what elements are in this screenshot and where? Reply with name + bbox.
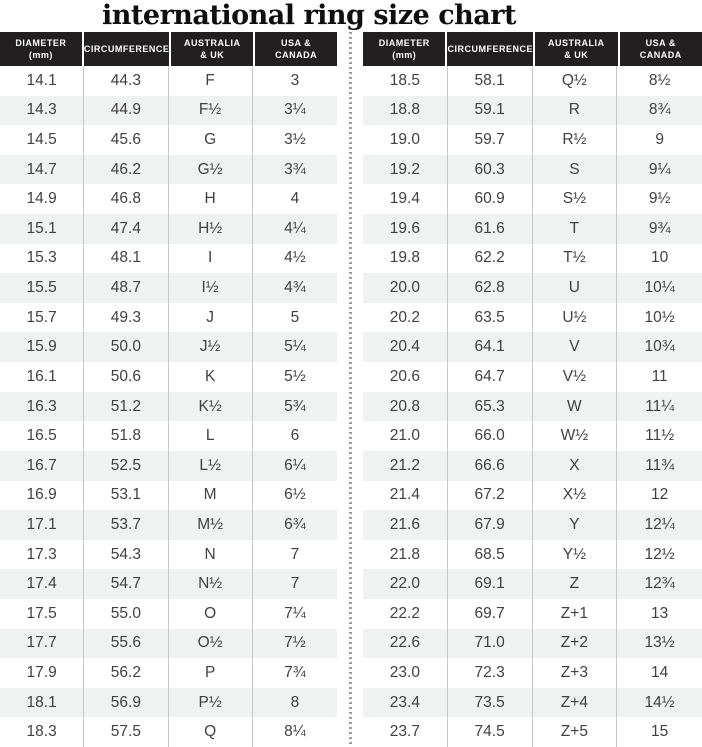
table-cell: 21.4 (363, 481, 448, 511)
table-cell: W (533, 392, 618, 422)
table-cell: Q (169, 717, 253, 747)
table-cell: Z+2 (533, 629, 618, 659)
table-cell: 54.7 (84, 569, 168, 599)
column-header (620, 32, 702, 66)
table-cell: 68.5 (448, 540, 533, 570)
table-cell: 7¼ (284, 604, 306, 622)
table-row (0, 658, 337, 688)
table-row (363, 303, 702, 333)
table-cell: 14½ (644, 693, 675, 711)
table-cell: 8 (290, 693, 300, 711)
table-cell: 8¾ (648, 101, 671, 119)
table-row (363, 214, 702, 244)
table-cell: 20.8 (363, 392, 448, 422)
table-cell: 5¼ (284, 338, 306, 356)
table-cell: J (169, 303, 253, 333)
table-cell: H½ (169, 214, 253, 244)
table-cell: O½ (169, 629, 253, 659)
table-cell: 16.3 (0, 392, 84, 422)
table-cell: 60.9 (448, 184, 533, 214)
table-cell: Z+4 (533, 688, 618, 718)
table-cell: 6¼ (284, 456, 306, 474)
table-cell: Q½ (533, 66, 618, 96)
table-cell: 21.8 (363, 540, 448, 570)
table-row (363, 332, 702, 362)
table-cell: 20.0 (363, 273, 448, 303)
table-cell: 15.3 (0, 244, 84, 274)
table-cell: 55.0 (84, 599, 168, 629)
table-row (0, 510, 337, 540)
table-cell: 15.5 (0, 273, 84, 303)
dotted-divider (349, 32, 352, 747)
column-header-line: CANADA (275, 50, 318, 60)
table-cell: 19.4 (363, 184, 448, 214)
table-cell: 56.2 (84, 658, 168, 688)
table-row (0, 184, 337, 214)
table-cell: M (169, 481, 253, 511)
table-cell: I (169, 244, 253, 274)
table-cell: 14.1 (0, 66, 84, 96)
table-cell: 4¾ (284, 279, 306, 297)
table-cell: X (533, 451, 618, 481)
table-cell: 18.8 (363, 96, 448, 126)
table-row (363, 184, 702, 214)
table-cell: 45.6 (84, 125, 168, 155)
table-row (363, 451, 702, 481)
table-cell: 12¾ (644, 575, 675, 593)
table-row (0, 688, 337, 718)
table-cell: Z+5 (533, 717, 618, 747)
table-cell: 3½ (284, 131, 306, 149)
table-cell: 14.7 (0, 155, 84, 185)
table-cell: 14.3 (0, 96, 84, 126)
table-row (363, 510, 702, 540)
column-header (255, 32, 337, 66)
table-cell: 19.0 (363, 125, 448, 155)
table-cell: 15 (651, 723, 669, 741)
table-cell: Z+3 (533, 658, 618, 688)
table-cell: 48.7 (84, 273, 168, 303)
table-cell: 67.2 (448, 481, 533, 511)
table-row (0, 244, 337, 274)
table-cell: 8¼ (284, 723, 306, 741)
table-cell: P (169, 658, 253, 688)
column-header-line: CIRCUMFERENCE (447, 43, 533, 54)
column-header-line: AUSTRALIA (184, 37, 241, 48)
table-cell: 21.0 (363, 421, 448, 451)
table-cell: 12¼ (644, 515, 675, 533)
table-cell: 46.2 (84, 155, 168, 185)
table-cell: F (169, 66, 253, 96)
table-cell: K (169, 362, 253, 392)
table-cell: 16.9 (0, 481, 84, 511)
table-cell: 10¾ (644, 338, 675, 356)
table-cell: 4 (290, 190, 300, 208)
column-header-line: AUSTRALIA (548, 37, 605, 48)
table-cell: 6¾ (284, 515, 306, 533)
table-row (363, 540, 702, 570)
table-row (363, 481, 702, 511)
table-cell: 18.5 (363, 66, 448, 96)
table-cell: 50.0 (84, 332, 168, 362)
table-cell: 72.3 (448, 658, 533, 688)
table-cell: 63.5 (448, 303, 533, 333)
column-header (447, 32, 533, 66)
table-cell: U½ (533, 303, 618, 333)
table-cell: 20.4 (363, 332, 448, 362)
column-header-line: CANADA (639, 50, 682, 60)
table-cell: 48.1 (84, 244, 168, 274)
table-cell: 16.1 (0, 362, 84, 392)
column-header-line: CIRCUMFERENCE (83, 43, 170, 54)
table-cell: 59.1 (448, 96, 533, 126)
table-cell: 23.0 (363, 658, 448, 688)
table-cell: 3¾ (284, 160, 306, 178)
column-header (171, 32, 253, 66)
table-row (363, 421, 702, 451)
table-cell: 17.3 (0, 540, 84, 570)
table-cell: P½ (169, 688, 253, 718)
table-cell: 44.9 (84, 96, 168, 126)
table-cell: T½ (533, 244, 618, 274)
table-cell: 5¾ (284, 397, 306, 415)
table-row (363, 629, 702, 659)
table-cell: 21.2 (363, 451, 448, 481)
table-cell: 50.6 (84, 362, 168, 392)
table-cell: X½ (533, 481, 618, 511)
table-cell: 10 (651, 249, 669, 267)
table-cell: U (533, 273, 618, 303)
table-row (0, 214, 337, 244)
table-cell: 49.3 (84, 303, 168, 333)
table-cell: 74.5 (448, 717, 533, 747)
table-cell: T (533, 214, 618, 244)
table-cell: 12½ (644, 545, 675, 563)
table-cell: J½ (169, 332, 253, 362)
column-header-line: USA & (281, 37, 312, 48)
table-cell: 3 (290, 71, 300, 89)
table-cell: 11½ (645, 427, 675, 445)
table-row (363, 392, 702, 422)
table-cell: 53.1 (84, 481, 168, 511)
table-cell: 73.5 (448, 688, 533, 718)
table-cell: 62.8 (448, 273, 533, 303)
table-row (0, 155, 337, 185)
table-cell: 7½ (284, 634, 306, 652)
table-cell: 51.8 (84, 421, 168, 451)
table-cell: 5 (290, 308, 300, 326)
table-cell: Z (533, 569, 618, 599)
column-header-line: (mm) (28, 50, 53, 60)
table-cell: Y (533, 510, 618, 540)
table-cell: 7 (290, 545, 300, 563)
table-cell: 53.7 (84, 510, 168, 540)
table-cell: L (169, 421, 253, 451)
table-cell: H (169, 184, 253, 214)
table-cell: 10½ (644, 308, 675, 326)
column-header (363, 32, 445, 66)
table-cell: 5½ (284, 367, 306, 385)
table-cell: 20.2 (363, 303, 448, 333)
table-cell: 13 (651, 604, 669, 622)
table-cell: 52.5 (84, 451, 168, 481)
table-cell: 14.5 (0, 125, 84, 155)
table-cell: 7 (290, 575, 300, 593)
table-cell: 20.6 (363, 362, 448, 392)
table-row (0, 569, 337, 599)
table-row (363, 273, 702, 303)
table-row (0, 540, 337, 570)
table-cell: 11¾ (645, 456, 675, 474)
table-cell: 15.7 (0, 303, 84, 333)
table-cell: 7¾ (284, 663, 306, 681)
table-row (0, 332, 337, 362)
table-row (0, 717, 337, 747)
table-cell: G½ (169, 155, 253, 185)
table-cell: 15.1 (0, 214, 84, 244)
table-cell: 64.7 (448, 362, 533, 392)
table-cell: 21.6 (363, 510, 448, 540)
table-row (363, 244, 702, 274)
table-cell: 14.9 (0, 184, 84, 214)
table-cell: N½ (169, 569, 253, 599)
table-cell: 22.2 (363, 599, 448, 629)
table-cell: 64.1 (448, 332, 533, 362)
table-cell: 11¼ (645, 397, 675, 415)
table-cell: R (533, 96, 618, 126)
table-cell: 9¾ (648, 219, 671, 237)
column-header-line: USA & (645, 37, 676, 48)
table-cell: 23.7 (363, 717, 448, 747)
table-row (0, 125, 337, 155)
table-cell: 18.3 (0, 717, 84, 747)
table-cell: 69.7 (448, 599, 533, 629)
table-row (0, 421, 337, 451)
table-cell: 17.5 (0, 599, 84, 629)
table-row (0, 362, 337, 392)
table-cell: Z+1 (533, 599, 618, 629)
table-cell: 66.6 (448, 451, 533, 481)
table-cell: 12 (651, 486, 669, 504)
table-cell: 46.8 (84, 184, 168, 214)
table-cell: K½ (169, 392, 253, 422)
table-row (0, 392, 337, 422)
ring-size-table-right (363, 32, 702, 747)
table-row (0, 599, 337, 629)
table-cell: 22.0 (363, 569, 448, 599)
table-row (363, 688, 702, 718)
column-header-line: & UK (564, 50, 589, 60)
table-row (0, 66, 337, 96)
table-cell: 62.2 (448, 244, 533, 274)
table-cell: 71.0 (448, 629, 533, 659)
table-cell: 18.1 (0, 688, 84, 718)
table-cell: V½ (533, 362, 618, 392)
table-row (0, 303, 337, 333)
table-cell: 3¼ (284, 101, 306, 119)
table-cell: 16.5 (0, 421, 84, 451)
table-cell: 65.3 (448, 392, 533, 422)
column-header-line: (mm) (392, 50, 417, 60)
table-cell: F½ (169, 96, 253, 126)
table-cell: 19.2 (363, 155, 448, 185)
table-cell: S½ (533, 184, 618, 214)
table-cell: 10¼ (644, 279, 675, 297)
table-row (363, 569, 702, 599)
table-body (363, 66, 702, 747)
table-cell: 61.6 (448, 214, 533, 244)
table-row (0, 273, 337, 303)
table-cell: 22.6 (363, 629, 448, 659)
table-cell: G (169, 125, 253, 155)
table-cell: 9¼ (648, 160, 671, 178)
table-cell: R½ (533, 125, 618, 155)
table-cell: 9 (655, 131, 664, 149)
table-cell: 16.7 (0, 451, 84, 481)
table-row (0, 96, 337, 126)
table-cell: 58.1 (448, 66, 533, 96)
ring-size-tables (0, 32, 702, 747)
column-header-line: & UK (200, 50, 225, 60)
table-cell: 11 (651, 367, 668, 385)
table-cell: 4¼ (284, 219, 306, 237)
table-cell: I½ (169, 273, 253, 303)
table-cell: M½ (169, 510, 253, 540)
table-row (0, 629, 337, 659)
table-header-row (0, 32, 337, 66)
table-cell: 8½ (648, 71, 671, 89)
column-header-line: DIAMETER (15, 37, 67, 48)
column-header (84, 32, 170, 66)
table-cell: 19.8 (363, 244, 448, 274)
table-cell: 54.3 (84, 540, 168, 570)
table-cell: 51.2 (84, 392, 168, 422)
table-cell: N (169, 540, 253, 570)
table-cell: 59.7 (448, 125, 533, 155)
table-cell: W½ (533, 421, 618, 451)
table-row (363, 362, 702, 392)
table-cell: O (169, 599, 253, 629)
table-cell: 57.5 (84, 717, 168, 747)
table-row (363, 155, 702, 185)
table-cell: 9½ (648, 190, 671, 208)
table-row (363, 599, 702, 629)
table-cell: 6 (290, 427, 300, 445)
table-header-row (363, 32, 702, 66)
ring-size-table-left (0, 32, 337, 747)
table-row (0, 451, 337, 481)
table-cell: 6½ (284, 486, 306, 504)
table-gap (337, 32, 363, 747)
table-cell: 17.4 (0, 569, 84, 599)
table-cell: 17.9 (0, 658, 84, 688)
table-cell: S (533, 155, 618, 185)
table-cell: 55.6 (84, 629, 168, 659)
table-cell: 47.4 (84, 214, 168, 244)
table-row (363, 96, 702, 126)
table-cell: 14 (651, 663, 669, 681)
table-cell: 69.1 (448, 569, 533, 599)
table-row (363, 658, 702, 688)
table-cell: 23.4 (363, 688, 448, 718)
table-row (0, 481, 337, 511)
table-row (363, 125, 702, 155)
table-cell: 15.9 (0, 332, 84, 362)
column-header-line: DIAMETER (378, 37, 430, 48)
table-cell: 4½ (284, 249, 306, 267)
table-row (363, 717, 702, 747)
table-cell: 17.1 (0, 510, 84, 540)
table-row (363, 66, 702, 96)
table-cell: V (533, 332, 618, 362)
table-cell: Y½ (533, 540, 618, 570)
table-cell: 44.3 (84, 66, 168, 96)
table-cell: 56.9 (84, 688, 168, 718)
table-cell: L½ (169, 451, 253, 481)
table-cell: 66.0 (448, 421, 533, 451)
column-header (0, 32, 82, 66)
table-cell: 60.3 (448, 155, 533, 185)
table-cell: 67.9 (448, 510, 533, 540)
page-title: international ring size chart (102, 0, 516, 31)
column-header (535, 32, 618, 66)
table-body (0, 66, 337, 747)
table-cell: 13½ (644, 634, 675, 652)
table-cell: 19.6 (363, 214, 448, 244)
table-cell: 17.7 (0, 629, 84, 659)
